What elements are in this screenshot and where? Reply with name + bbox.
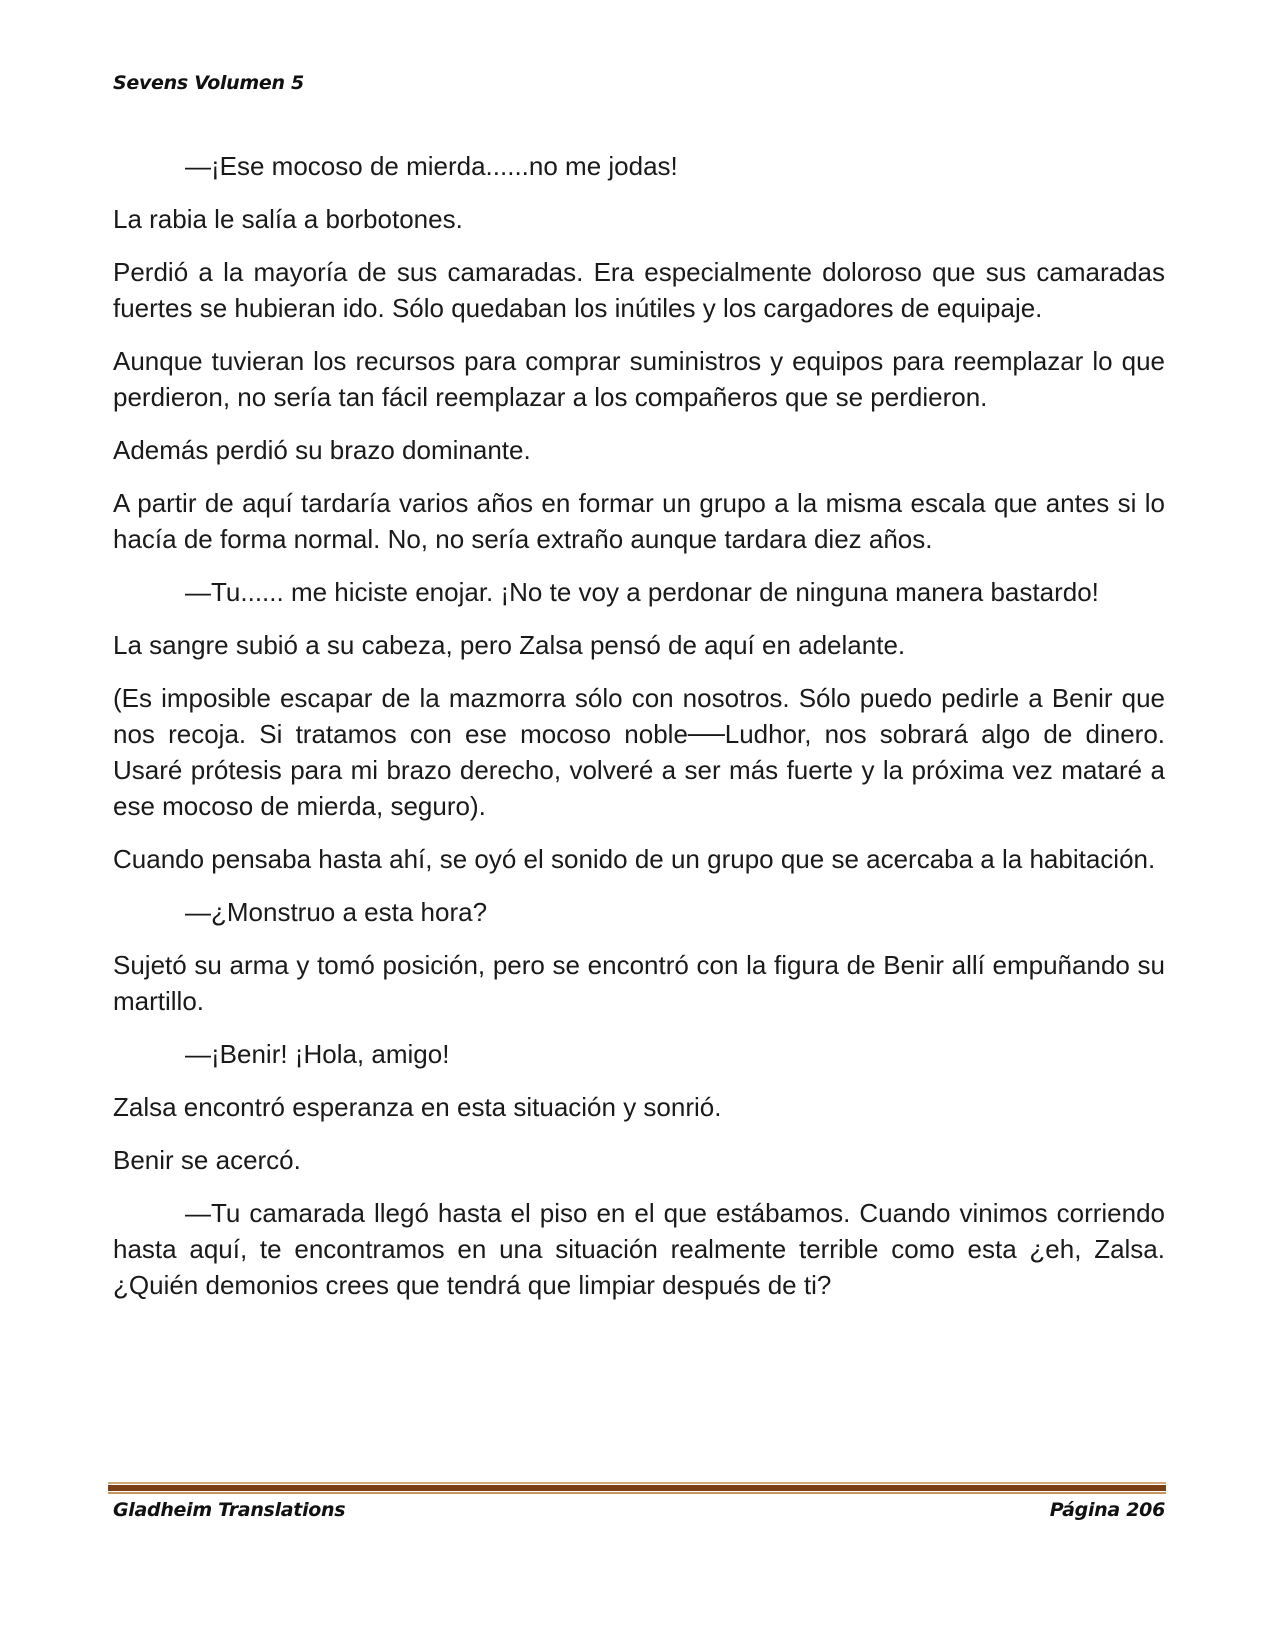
paragraph: Zalsa encontró esperanza en esta situación y sonrió.: [113, 1092, 722, 1122]
footer-page-number: Página 206: [1049, 1499, 1165, 1521]
body-text: [113, 148, 1165, 1320]
paragraph-dialogue: —¡Benir! ¡Hola, amigo!: [185, 1039, 450, 1069]
paragraph: Sujetó su arma y tomó posición, pero se encontró con la figura de Benir allí empuñando su martillo.: [113, 950, 1165, 1016]
paragraph-dialogue: —Tu camarada llegó hasta el piso en el que estábamos. Cuando vinimos corriendo hasta aquí, te encontramos en una situación realmente terrible como esta ¿eh, Zalsa. ¿Quién demonios crees que tendrá que limpiar después de ti?: [113, 1198, 1165, 1300]
paragraph: Benir se acercó.: [113, 1145, 301, 1175]
paragraph: A partir de aquí tardaría varios años en formar un grupo a la misma escala que antes si lo hacía de forma normal. No, no sería extraño aunque tardara diez años.: [113, 488, 1165, 554]
footer-rule-thin-top: [108, 1482, 1166, 1484]
paragraph-dialogue: —¿Monstruo a esta hora?: [185, 897, 488, 927]
footer-publisher: Gladheim Translations: [113, 1499, 346, 1521]
paragraph-dialogue: —¡Ese mocoso de mierda......no me jodas!: [185, 151, 678, 181]
paragraph: La sangre subió a su cabeza, pero Zalsa pensó de aquí en adelante.: [113, 630, 906, 660]
footer-rule-thin-bottom: [108, 1492, 1166, 1494]
paragraph-dialogue: —Tu...... me hiciste enojar. ¡No te voy a perdonar de ninguna manera bastardo!: [185, 577, 1099, 607]
paragraph: Aunque tuvieran los recursos para comprar suministros y equipos para reemplazar lo que perdieron, no sería tan fácil reemplazar a los compañeros que se perdieron.: [113, 346, 1165, 412]
paragraph: (Es imposible escapar de la mazmorra sólo con nosotros. Sólo puedo pedirle a Benir que nos recoja. Si tratamos con ese mocoso noble──Ludhor, nos sobrará algo de dinero. Usaré prótesis para mi brazo derecho, volveré a ser más fuerte y la próxima vez mataré a ese mocoso de mierda, seguro).: [113, 683, 1165, 821]
footer-rule-thick: [108, 1485, 1166, 1491]
footer-rule: [108, 1482, 1166, 1494]
running-header: Sevens Volumen 5: [113, 72, 304, 94]
paragraph: Perdió a la mayoría de sus camaradas. Era especialmente doloroso que sus camaradas fuertes se hubieran ido. Sólo quedaban los inútiles y los cargadores de equipaje.: [113, 257, 1165, 323]
paragraph: Cuando pensaba hasta ahí, se oyó el sonido de un grupo que se acercaba a la habitación.: [113, 844, 1156, 874]
paragraph: La rabia le salía a borbotones.: [113, 204, 463, 234]
paragraph: Además perdió su brazo dominante.: [113, 435, 531, 465]
